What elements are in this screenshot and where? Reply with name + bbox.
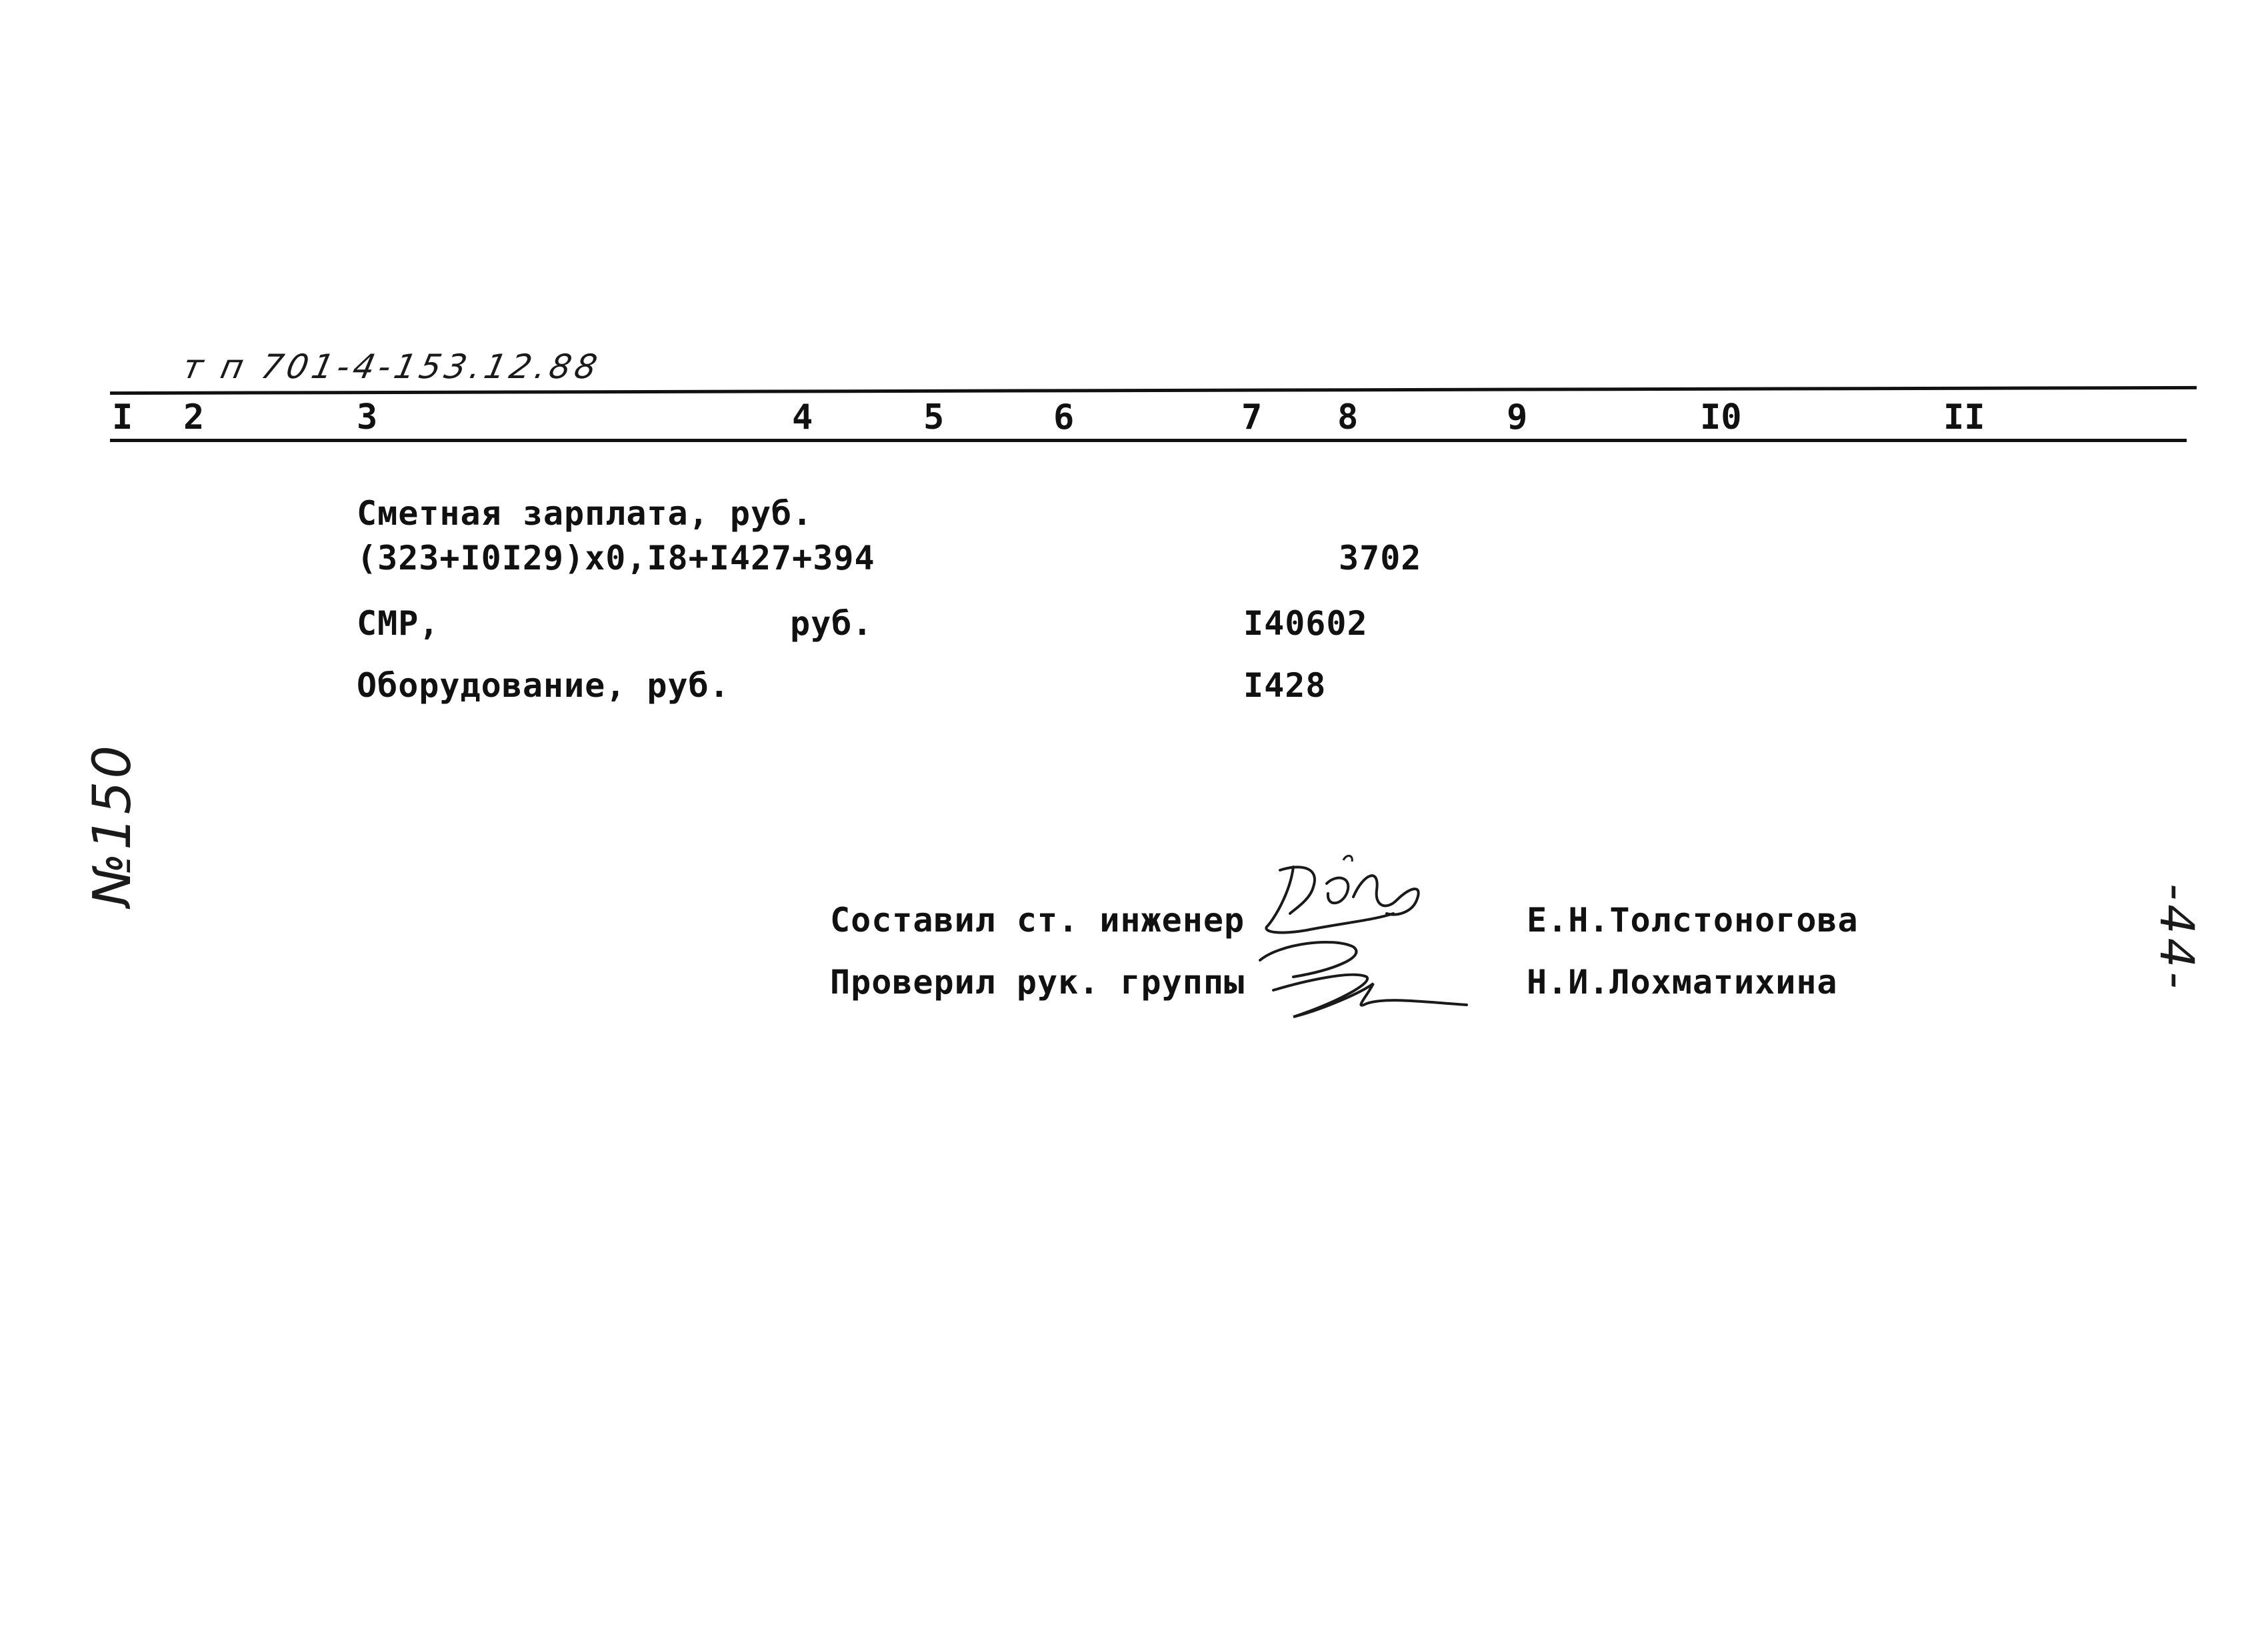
column-number-2: 2 bbox=[183, 397, 205, 437]
page-number: -44- bbox=[2149, 884, 2204, 993]
document-code: т п 701-4-153.12.88 bbox=[179, 347, 605, 386]
wage-value: 3702 bbox=[1339, 539, 1422, 577]
column-number-9: 9 bbox=[1507, 397, 1528, 437]
column-number-3: 3 bbox=[357, 397, 378, 437]
compiled-by-label: Составил ст. инженер bbox=[830, 901, 1245, 940]
compiled-by-name: Е.Н.Толстоногова bbox=[1527, 901, 1859, 940]
column-number-1: I bbox=[112, 397, 133, 437]
column-number-5: 5 bbox=[923, 397, 945, 437]
column-number-8: 8 bbox=[1337, 397, 1359, 437]
column-number-4: 4 bbox=[792, 397, 813, 437]
equipment-label: Оборудование, руб. bbox=[357, 666, 730, 705]
header-bottom-rule bbox=[110, 439, 2187, 442]
column-number-10: I0 bbox=[1700, 397, 1742, 437]
equipment-value: I428 bbox=[1243, 666, 1327, 705]
smr-value: I40602 bbox=[1243, 604, 1368, 643]
margin-archive-number: №150 bbox=[83, 742, 143, 907]
checked-by-label: Проверил рук. группы bbox=[830, 963, 1245, 1002]
smr-label: СМР, bbox=[357, 604, 440, 643]
header-top-rule bbox=[110, 386, 2197, 395]
column-number-6: 6 bbox=[1053, 397, 1075, 437]
column-number-11: II bbox=[1943, 397, 1985, 437]
checker-signature bbox=[1253, 930, 1473, 1030]
wage-label: Сметная зарплата, руб. bbox=[357, 494, 813, 533]
smr-unit: руб. bbox=[790, 604, 873, 643]
wage-formula: (323+I0I29)x0,I8+I427+394 bbox=[357, 539, 875, 577]
checked-by-name: Н.И.Лохматихина bbox=[1527, 963, 1838, 1002]
column-number-7: 7 bbox=[1241, 397, 1263, 437]
